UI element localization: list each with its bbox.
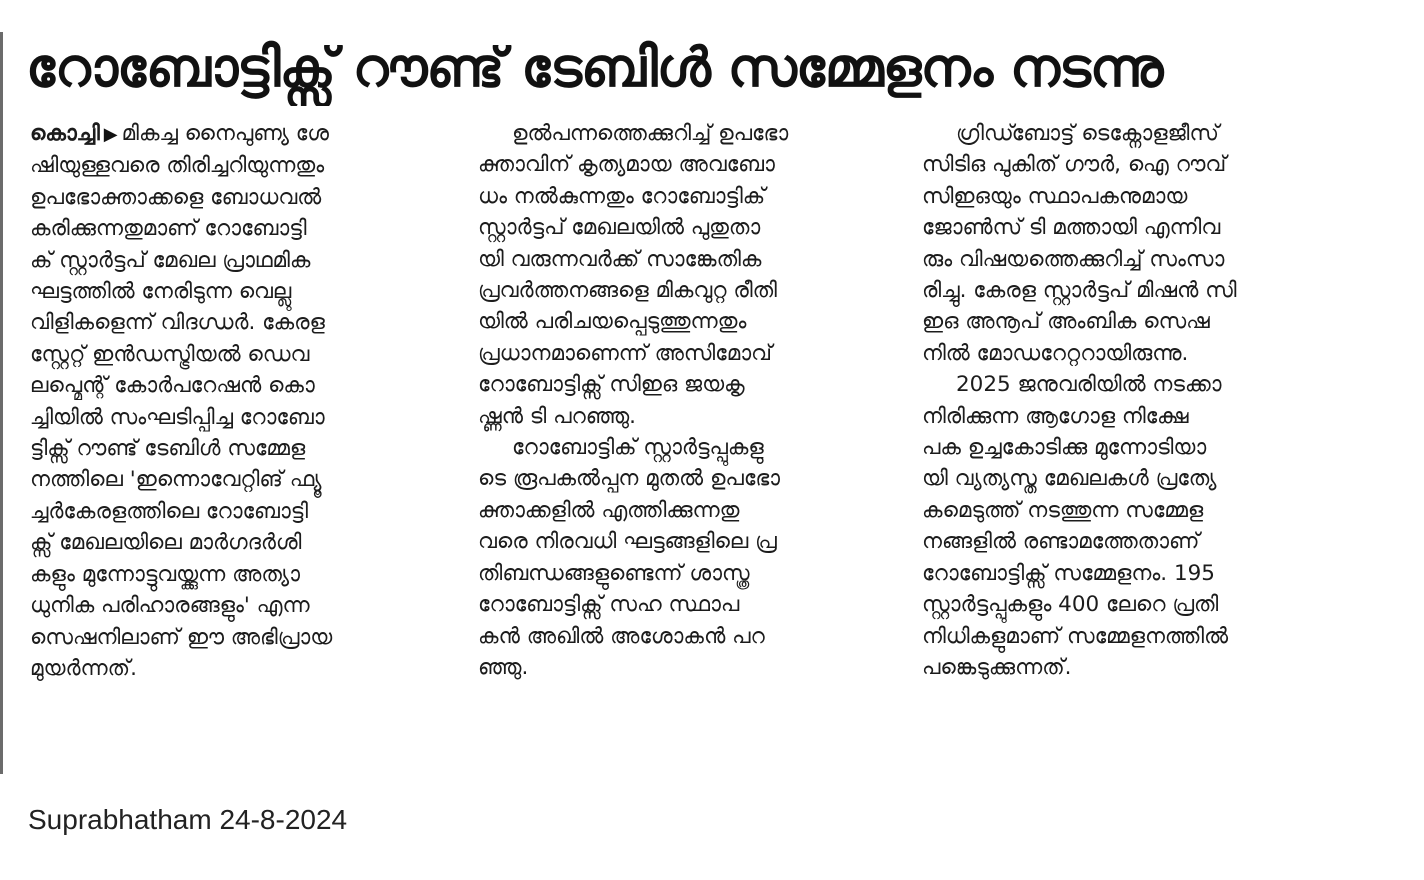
column-rule xyxy=(0,32,3,774)
article-column-2 xyxy=(478,118,886,778)
paragraph: 2025 ജനുവരിയിൽ നടക്കാ നിരിക്കുന്ന ആഗോള നിക്ഷേ പക ഉച്ചകോടിക്കു മുന്നോടിയാ യി വ്യത്യസ്ത മേഖലകൾ പ്രത്യേ കമെടുത്ത് നടത്തുന്ന സമ്മേള നങ്ങളിൽ രണ്ടാമത്തേതാണ് റോബോട്ടിക്സ് സമ്മേളനം. 195 സ്റ്റാർട്ടപ്പുകളും 400 ലേറെ പ്രതി നിധികളുമാണ് സമ്മേളനത്തിൽ പങ്കെടുക്കുന്നത്. xyxy=(922,372,1229,680)
paragraph: ഗ്രിഡ്ബോട്ട് ടെക്നോളജീസ് സിടിഒ പുകിത് ഗൗർ, ഐ റൗവ് സിഇഒയും സ്ഥാപകനുമായ ജോൺസ് ടി മത്തായി എന്നിവ രും വിഷയത്തെക്കുറിച്ച് സംസാ രിച്ചു. കേരള സ്റ്റാർട്ടപ് മിഷൻ സി ഇഒ അനൂപ് അംബിക സെഷ നിൽ മോഡറേറ്ററായിരുന്നു. xyxy=(922,121,1237,366)
source-caption: Suprabhatham 24-8-2024 xyxy=(28,804,348,835)
article-column-3 xyxy=(922,118,1334,778)
play-triangle-icon: ▶ xyxy=(103,124,118,145)
paragraph-text: മികച്ച നൈപുണ്യ ശേ ഷിയുള്ളവരെ തിരിച്ചറിയുന്നതും ഉപഭോക്താക്കളെ ബോധവൽ കരിക്കുന്നതുമാണ് റോബോട്ടി ക് സ്റ്റാർട്ടപ് മേഖല പ്രാഥമിക ഘട്ടത്തിൽ നേരിടുന്ന വെല്ലു വിളികളെന്ന് വിദഗ്ധർ. കേരള സ്റ്റേറ്റ് ഇൻഡസ്ട്രിയൽ ഡെവ ലപ്മെന്റ് കോർപറേഷൻ കൊ ച്ചിയിൽ സംഘടിപ്പിച്ച റോബോ ട്ടിക്സ് റൗണ്ട് ടേബിൾ സമ്മേള നത്തിലെ 'ഇന്നൊവേറ്റിങ് ഫ്യൂ ച്ചർകേരളത്തിലെ റോബോട്ടി ക്സ് മേഖലയിലെ മാർഗദർശി കളും മുന്നോട്ടുവയ്ക്കുന്ന അത്യാ ധുനിക പരിഹാരങ്ങളും' എന്ന സെഷനിലാണ് ഈ അഭിപ്രായ മുയർന്നത്. xyxy=(30,121,333,681)
paragraph xyxy=(30,118,440,684)
paragraph: ഉൽപന്നത്തെക്കുറിച്ച് ഉപഭോ ക്താവിന് കൃത്യമായ അവബോ ധം നൽകുന്നതും റോബോട്ടിക് സ്റ്റാർട്ടപ് മേഖലയിൽ പുതുതാ യി വരുന്നവർക്ക് സാങ്കേതിക പ്രവർത്തനങ്ങളെ മികവുറ്റ രീതി യിൽ പരിചയപ്പെടുത്തുന്നതും പ്രധാനമാണെന്ന് അസിമോവ് റോബോട്ടിക്സ് സിഇഒ ജയകൃ ഷ്ണൻ ടി പറഞ്ഞു. xyxy=(478,121,789,429)
dateline: കൊച്ചി xyxy=(30,121,100,146)
article-column-1 xyxy=(30,118,440,778)
paragraph: റോബോട്ടിക് സ്റ്റാർട്ടപ്പുകളു ടെ രൂപകൽപ്പന മുതൽ ഉപഭോ ക്താക്കളിൽ എത്തിക്കുന്നതു വരെ നിരവധി ഘട്ടങ്ങളിലെ പ്ര തിബന്ധങ്ങളുണ്ടെന്ന് ശാസ്ത്ര റോബോട്ടിക്സ് സഹ സ്ഥാപ കൻ അഖിൽ അശോകൻ പറ ഞ്ഞു. xyxy=(478,435,781,680)
headline: റോബോട്ടിക്സ് റൗണ്ട് ടേബിൾ സമ്മേളനം നടന്നു xyxy=(26,36,1163,99)
